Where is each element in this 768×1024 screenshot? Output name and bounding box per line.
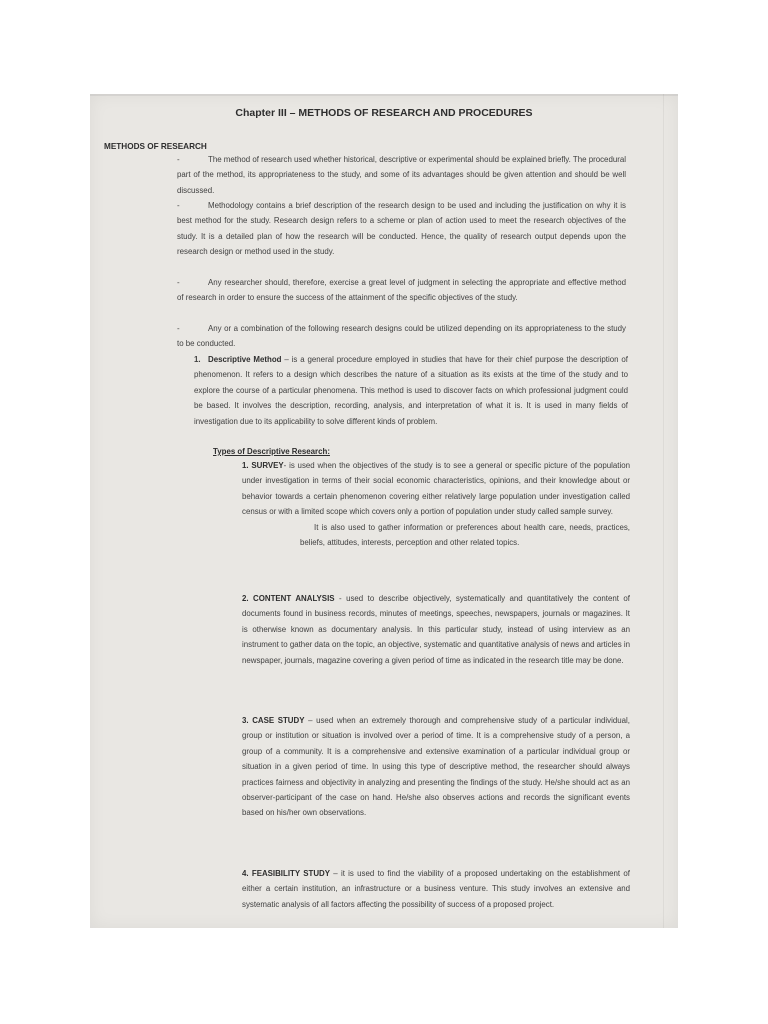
types-heading: Types of Descriptive Research:	[213, 447, 330, 456]
paragraph-1	[177, 152, 626, 198]
descriptive-method-number: 1.	[194, 355, 201, 364]
paragraph-2	[177, 198, 626, 260]
type-survey-extra: It is also used to gather information or preferences about health care, needs, practices, beliefs, attitudes, interests, perception and other related topics.	[300, 522, 630, 548]
type-content-analysis-label: 2. CONTENT ANALYSIS	[242, 594, 335, 603]
type-survey-label: 1. SURVEY	[242, 461, 284, 470]
paragraph-3-text: Any researcher should, therefore, exercise a great level of judgment in selecting the appropriate and effective method of research in order to ensure the success of the attainment of the specific objectives of the study.	[177, 278, 626, 303]
bullet-dash: -	[177, 201, 180, 210]
bullet-dash: -	[177, 324, 180, 333]
type-case-study-text: – used when an extremely thorough and comprehensive study of a particular individual, group or institution or situation is involved over a period of time. It is a comprehensive study of a person, a group of a community. It is a comprehensive and extensive examination of a particular individual group or situation in a given period of time. In using this type of descriptive method, the researcher should always practices fairness and objectivity in analyzing and presenting the findings of the study. He/she should act as an observer-participant of the case on hand. He/she also observes actions and records the significant events based on his/her own observations.	[242, 716, 630, 818]
descriptive-method-heading: Descriptive Method	[208, 355, 282, 364]
bullet-dash: -	[177, 278, 180, 287]
type-survey	[242, 458, 630, 550]
type-feasibility-study	[242, 866, 630, 912]
paragraph-4	[177, 321, 626, 352]
type-case-study-label: 3. CASE STUDY	[242, 716, 305, 725]
scanned-page	[90, 94, 678, 928]
type-feasibility-study-label: 4. FEASIBILITY STUDY	[242, 869, 330, 878]
paragraph-4-text: Any or a combination of the following research designs could be utilized depending on its appropriateness to the study to be conducted.	[177, 324, 626, 349]
type-content-analysis	[242, 591, 630, 668]
bullet-dash: -	[177, 155, 180, 164]
paragraph-3	[177, 275, 626, 306]
type-survey-text: - is used when the objectives of the study is to see a general or specific picture of the population under investigation in terms of their social economic characteristics, opinions, and their knowledge about or behavior towards a certain phenomenon covering either relatively large population under investigation called census or with a limited scope which covers only a portion of population under study called sample survey.	[242, 461, 630, 517]
descriptive-method-item	[194, 352, 628, 429]
type-feasibility-study-text: – it is used to find the viability of a proposed undertaking on the establishment of either a certain institution, an infrastructure or a business venture. This study involves an extensive and systematic analysis of all factors affecting the possibility of success of a proposed project.	[242, 869, 630, 909]
chapter-title: Chapter III – METHODS OF RESEARCH AND PROCEDURES	[235, 107, 533, 119]
page-edge-shadow	[90, 94, 678, 96]
type-content-analysis-text: - used to describe objectively, systematically and quantitatively the content of documents found in business records, minutes of meetings, speeches, newspapers, journals or magazines. It is otherwise known as documentary analysis. In this particular study, instead of using interview as an instrument to gather data on the topic, an objective, systematic and quantitative analysis of news and articles in newspaper, journals, magazine covering a given period of time as indicated in the research title may be done.	[242, 594, 630, 665]
type-case-study	[242, 713, 630, 821]
descriptive-method-text: – is a general procedure employed in studies that have for their chief purpose the description of phenomenon. It refers to a design which describes the nature of a situation as its exists at the time of the study and to explore the course of a particular phenomena. This method is used to discover facts on which professional judgment could be based. It involves the description, recording, analysis, and interpretation of what it is. It is used in many fields of investigation due to its applicability to solve different kinds of problem.	[194, 355, 628, 426]
section-heading: METHODS OF RESEARCH	[104, 142, 207, 151]
paragraph-2-text: Methodology contains a brief description of the research design to be used and including the justification on why it is best method for the study. Research design refers to a scheme or plan of action used to meet the research objectives of the study. It is a detailed plan of how the research will be conducted. Hence, the quality of research output depends upon the research design or method used in the study.	[177, 201, 626, 257]
page-fold-line	[663, 94, 664, 928]
paragraph-1-text: The method of research used whether historical, descriptive or experimental should be explained briefly. The procedural part of the method, its appropriateness to the study, and some of its advantages should be given attention and should be well discussed.	[177, 155, 626, 195]
